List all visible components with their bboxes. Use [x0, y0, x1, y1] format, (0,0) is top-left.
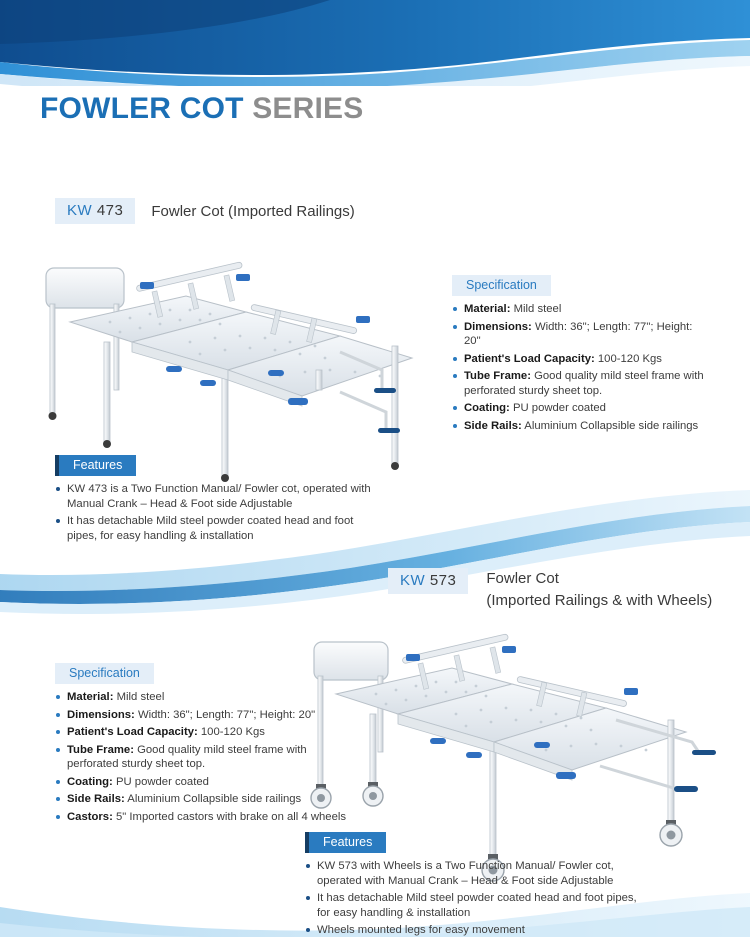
- product-1-features-heading: Features: [59, 455, 136, 476]
- list-item: Side Rails: Aluminium Collapsible side railings: [55, 792, 355, 807]
- product-2-name-line1: Fowler Cot: [486, 570, 559, 587]
- castor-wheel: [660, 820, 682, 846]
- list-item: Material: Mild steel: [452, 302, 707, 317]
- list-item: Tube Frame: Good quality mild steel frame with perforated sturdy sheet top.: [55, 743, 355, 772]
- list-item: Patient's Load Capacity: 100-120 Kgs: [55, 725, 355, 740]
- list-item: KW 573 with Wheels is a Two Function Manual/ Fowler cot, operated with Manual Crank – Head & Foot side Adjustable: [305, 859, 645, 888]
- product-2-code-chip: [388, 568, 468, 594]
- list-item: Dimensions: Width: 36"; Length: 77"; Height: 20": [452, 320, 707, 349]
- product-1-name: Fowler Cot (Imported Railings): [151, 202, 355, 220]
- list-item: Wheels mounted legs for easy movement: [305, 923, 645, 938]
- list-item: Material: Mild steel: [55, 690, 355, 705]
- list-item: Dimensions: Width: 36"; Length: 77"; Height: 20": [55, 708, 355, 723]
- product-1-spec-heading: Specification: [452, 275, 551, 296]
- castor-wheel: [363, 782, 383, 806]
- product-2-name: [486, 568, 712, 612]
- product-1-code-prefix: KW: [67, 202, 93, 219]
- product-2-code-number: 573: [429, 572, 457, 589]
- list-item: Patient's Load Capacity: 100-120 Kgs: [452, 352, 707, 367]
- product-2-code-prefix: KW: [400, 572, 426, 589]
- product-1-heading: [55, 198, 355, 224]
- product-2-heading: [388, 568, 712, 612]
- list-item: KW 473 is a Two Function Manual/ Fowler cot, operated with Manual Crank – Head & Foot side Adjustable: [55, 482, 385, 511]
- product-2-features-bar: [305, 832, 386, 853]
- list-item: Castors: 5" Imported castors with brake on all 4 wheels: [55, 810, 355, 825]
- list-item: Side Rails: Aluminium Collapsible side railings: [452, 419, 707, 434]
- list-item: Coating: PU powder coated: [452, 401, 707, 416]
- list-item: Coating: PU powder coated: [55, 775, 355, 790]
- product-1-spec-list: [452, 302, 707, 433]
- product-1-features-bar: [55, 455, 136, 476]
- list-item: It has detachable Mild steel powder coated head and foot pipes, for easy handling & installation: [55, 514, 385, 543]
- product-2-specification: [55, 663, 355, 827]
- headboard: [46, 268, 124, 420]
- product-2-name-line2: (Imported Railings & with Wheels): [486, 592, 713, 609]
- product-1-features: [55, 455, 385, 546]
- product-2-features-list: [305, 859, 645, 938]
- product-1-specification: [452, 275, 707, 436]
- product-2-spec-list: [55, 690, 355, 824]
- product-1-code-number: 473: [96, 202, 124, 219]
- list-item: Tube Frame: Good quality mild steel frame with perforated sturdy sheet top.: [452, 369, 707, 398]
- product-1-code-chip: [55, 198, 135, 224]
- product-2-features: [305, 832, 645, 941]
- product-2-spec-heading: Specification: [55, 663, 154, 684]
- page-title-light: SERIES: [252, 92, 364, 125]
- list-item: It has detachable Mild steel powder coated head and foot pipes, for easy handling & installation: [305, 891, 645, 920]
- product-1-features-list: [55, 482, 385, 543]
- header-banner: [0, 0, 750, 86]
- page-title: [40, 92, 363, 126]
- page-title-strong: FOWLER COT: [40, 92, 244, 125]
- product-2-features-heading: Features: [309, 832, 386, 853]
